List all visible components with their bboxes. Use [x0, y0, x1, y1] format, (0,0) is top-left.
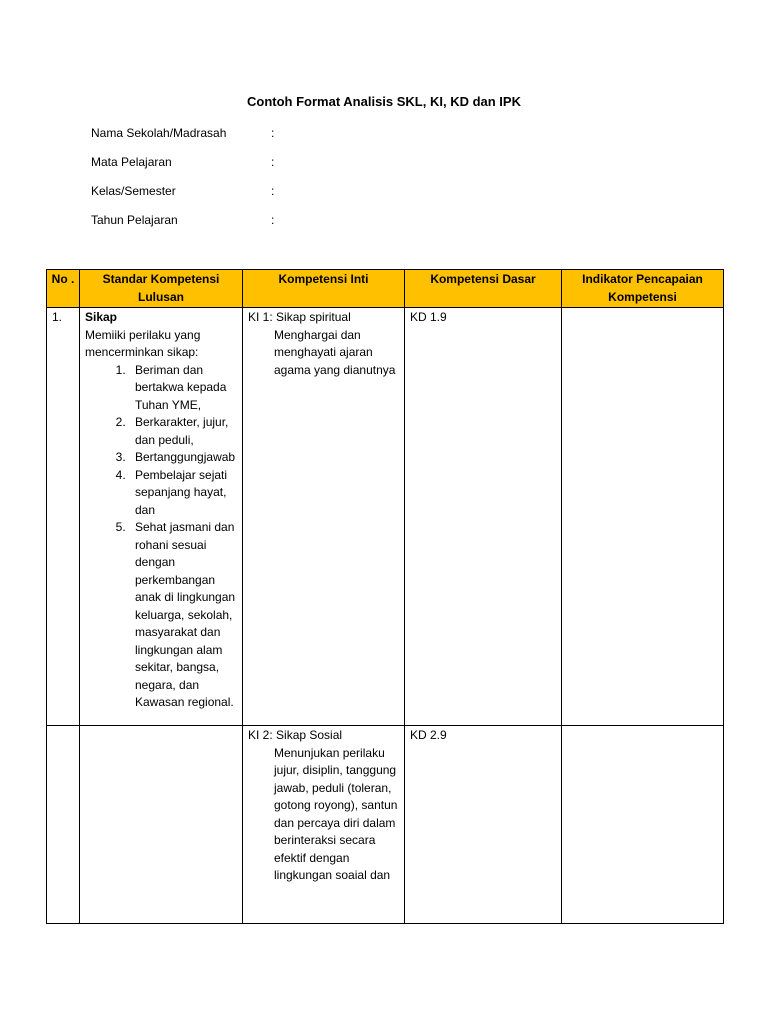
header-ki: Kompetensi Inti — [243, 270, 405, 308]
table-row — [47, 308, 724, 726]
skl-list — [85, 362, 237, 712]
list-item: 4. Pembelajar sejati sepanjang hayat, dan — [129, 467, 237, 520]
header-kd: Kompetensi Dasar — [405, 270, 562, 308]
ki-key: KI 1: — [248, 310, 273, 324]
ki-key: KI 2: — [248, 728, 273, 742]
analysis-table — [46, 269, 724, 924]
skl-intro: Memiiki perilaku yang mencerminkan sikap: — [85, 327, 201, 359]
list-item: 5. Sehat jasmani dan rohani sesuai dengan perkembangan anak di lingkungan keluarga, sekolah, masyarakat dan lingkungan alam sekitar, bangsa, negara, dan Kawasan regional. — [129, 519, 237, 712]
kd-cell: KD 2.9 — [405, 726, 562, 924]
table-row — [47, 726, 724, 924]
meta-label: Kelas/Semester — [91, 184, 176, 198]
skl-title: Sikap — [85, 310, 118, 324]
ki-text: Menunjukan perilaku jujur, disiplin, tanggung jawab, peduli (toleran, gotong royong), santun dan percaya diri dalam berinteraksi secara efektif dengan lingkungan soaial dan — [274, 745, 398, 882]
ipk-cell — [562, 308, 724, 726]
meta-colon: : — [271, 213, 275, 227]
ki-heading — [248, 309, 399, 327]
meta-row-year — [91, 213, 274, 227]
meta-colon: : — [271, 155, 275, 169]
row-number: 1. — [47, 308, 80, 726]
list-item: 2. Berkarakter, jujur, dan peduli, — [129, 414, 237, 449]
meta-colon: : — [271, 126, 275, 140]
kd-cell: KD 1.9 — [405, 308, 562, 726]
meta-row-subject — [91, 155, 274, 169]
skl-cell — [80, 308, 243, 726]
header-no: No . — [47, 270, 80, 308]
ipk-cell — [562, 726, 724, 924]
ki-cell — [243, 308, 405, 726]
meta-row-school — [91, 126, 274, 140]
row-number — [47, 726, 80, 924]
meta-row-class — [91, 184, 274, 198]
skl-cell — [80, 726, 243, 924]
ki-text: Menghargai dan menghayati ajaran agama yang dianutnya — [274, 327, 396, 377]
meta-label: Nama Sekolah/Madrasah — [91, 126, 227, 140]
ki-cell — [243, 726, 405, 924]
header-row — [47, 270, 724, 308]
meta-colon: : — [271, 184, 275, 198]
list-item: 1. Beriman dan bertakwa kepada Tuhan YME, — [129, 362, 237, 415]
ki-title: Sikap spiritual — [276, 310, 351, 324]
meta-label: Tahun Pelajaran — [91, 213, 178, 227]
meta-label: Mata Pelajaran — [91, 155, 172, 169]
header-ipk: Indikator Pencapaian Kompetensi — [562, 270, 724, 308]
list-item: 3. Bertanggungjawab — [129, 449, 237, 467]
header-skl: Standar Kompetensi Lulusan — [80, 270, 243, 308]
ki-title: Sikap Sosial — [276, 728, 343, 742]
document-title: Contoh Format Analisis SKL, KI, KD dan IPK — [247, 94, 521, 109]
ki-heading — [248, 727, 399, 745]
